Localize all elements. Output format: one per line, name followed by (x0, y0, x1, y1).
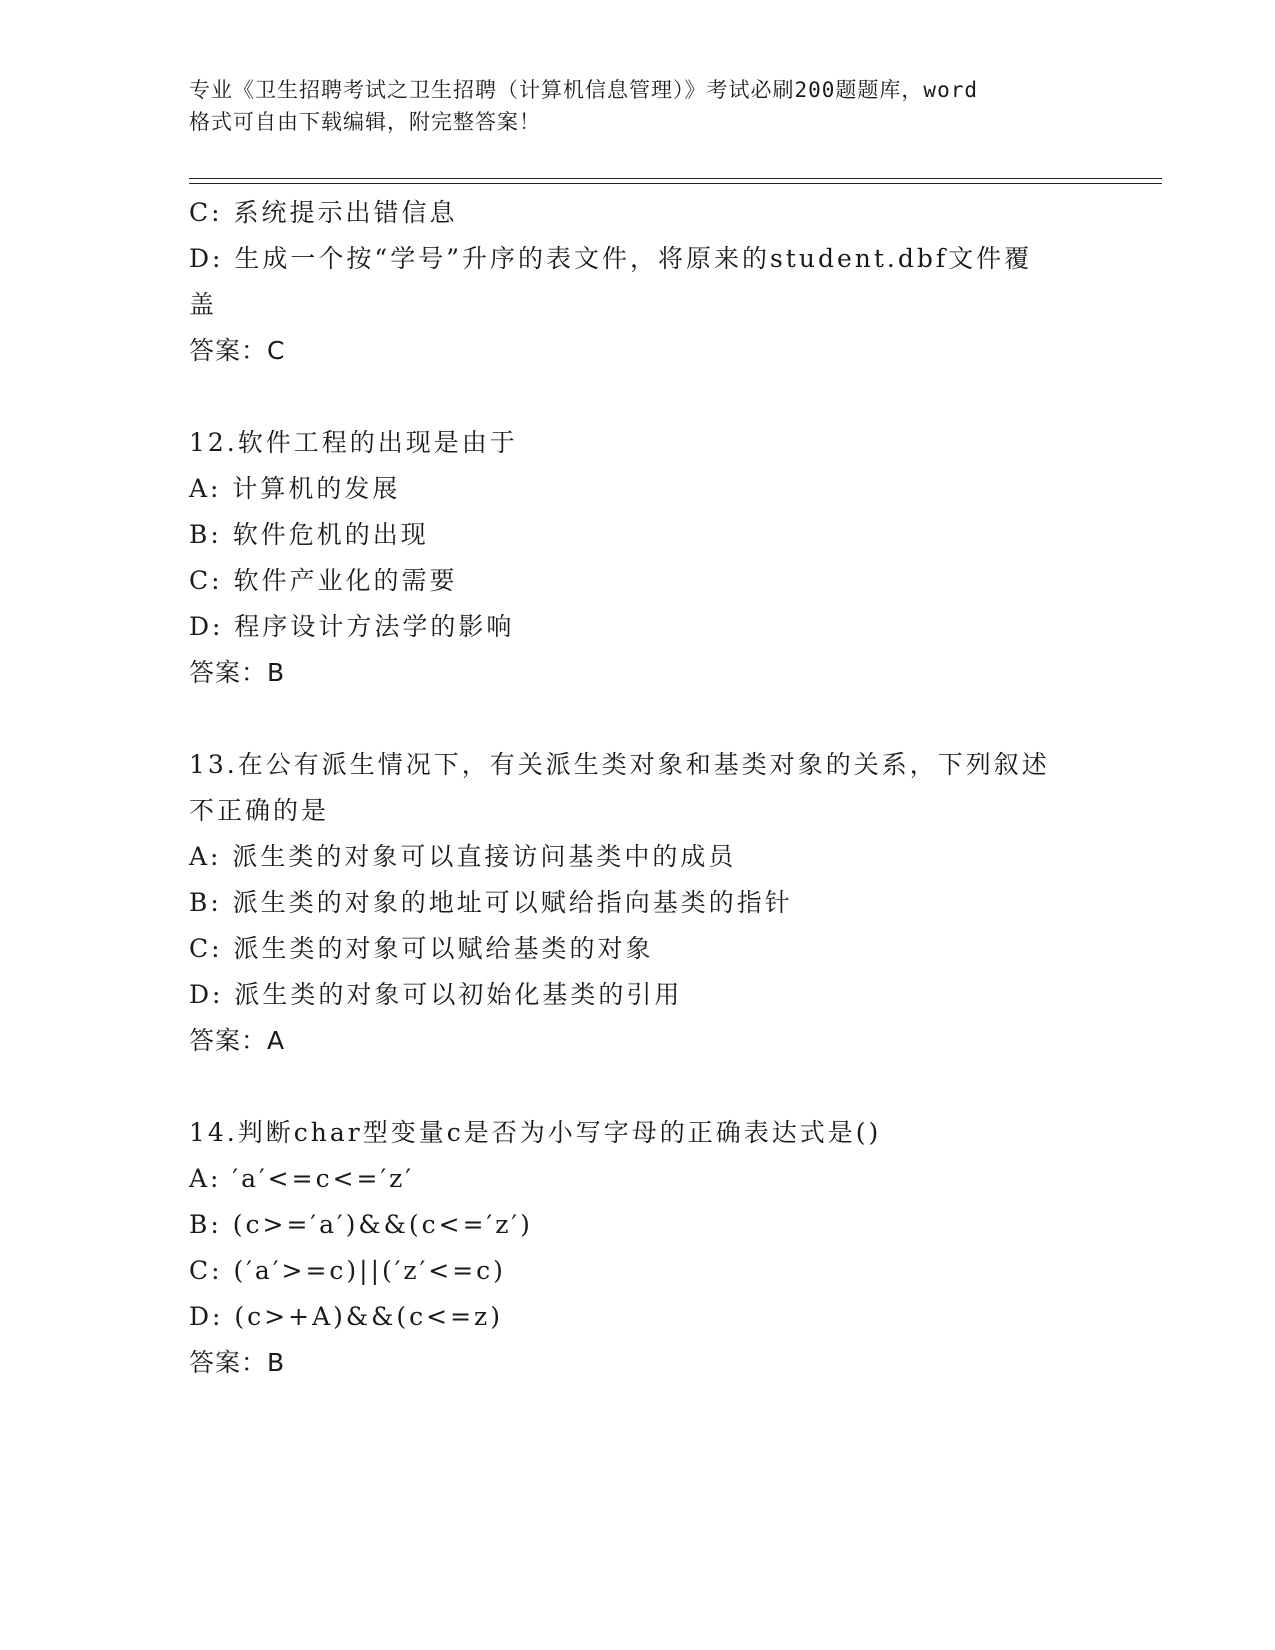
q14-answer: 答案：B (189, 1348, 286, 1377)
q13-answer: 答案：A (189, 1026, 286, 1055)
header-title-line-1: 专业《卫生招聘考试之卫生招聘（计算机信息管理）》考试必刷200题题库，word (189, 78, 978, 102)
spacer (189, 374, 1089, 420)
q12-stem: 12.软件工程的出现是由于 (189, 428, 518, 457)
q11-answer: 答案：C (189, 336, 286, 365)
question-14 (189, 1110, 1089, 1386)
q14-option-d: D: (c>+A)&&(c<=z) (189, 1302, 503, 1331)
q11-option-c: C: 系统提示出错信息 (189, 198, 458, 227)
q13-option-d: D: 派生类的对象可以初始化基类的引用 (189, 980, 683, 1009)
q14-option-a: A: ′a′<=c<=′z′ (189, 1164, 414, 1193)
q11-option-d-line-2: 盖 (189, 290, 218, 319)
q13-option-c: C: 派生类的对象可以赋给基类的对象 (189, 934, 654, 963)
q12-option-a: A: 计算机的发展 (189, 474, 401, 503)
question-content (189, 190, 1089, 1386)
q13-option-b: B: 派生类的对象的地址可以赋给指向基类的指针 (189, 888, 793, 917)
question-12 (189, 420, 1089, 696)
spacer (189, 1064, 1089, 1110)
question-11-tail (189, 190, 1089, 374)
q12-option-c: C: 软件产业化的需要 (189, 566, 458, 595)
q14-option-c: C: (′a′>=c)||(′z′<=c) (189, 1256, 506, 1285)
q12-option-d: D: 程序设计方法学的影响 (189, 612, 515, 641)
q14-stem: 14.判断char型变量c是否为小写字母的正确表达式是() (189, 1118, 882, 1147)
header-title-line-2: 格式可自由下载编辑，附完整答案！ (189, 110, 541, 134)
q13-option-a: A: 派生类的对象可以直接访问基类中的成员 (189, 842, 737, 871)
document-header (189, 74, 1089, 138)
q12-answer: 答案：B (189, 658, 286, 687)
q14-option-b: B: (c>=′a′)&&(c<=′z′) (189, 1210, 533, 1239)
spacer (189, 696, 1089, 742)
q11-option-d-line-1: D: 生成一个按“学号”升序的表文件，将原来的student.dbf文件覆 (189, 244, 1033, 273)
q12-option-b: B: 软件危机的出现 (189, 520, 429, 549)
header-divider-bottom (189, 183, 1162, 184)
header-divider-top (189, 178, 1162, 179)
question-13 (189, 742, 1089, 1064)
q13-stem-line-2: 不正确的是 (189, 796, 330, 825)
q13-stem-line-1: 13.在公有派生情况下，有关派生类对象和基类对象的关系，下列叙述 (189, 750, 1050, 779)
